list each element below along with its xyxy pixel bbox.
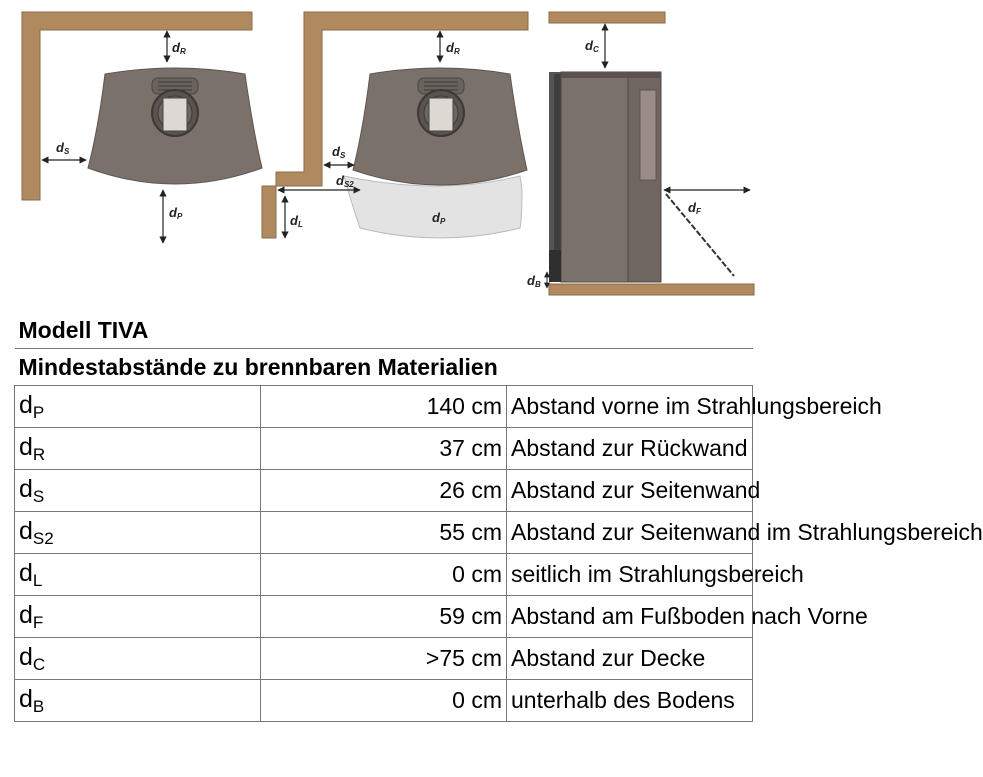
row-description: Abstand zur Seitenwand im Strahlungsbereich — [507, 512, 753, 554]
row-value: 37 cm — [261, 428, 507, 470]
row-symbol: $d_B$ — [15, 680, 261, 722]
row-symbol: $d_P$ — [15, 386, 261, 428]
table-row — [15, 428, 753, 470]
row-value: 0 cm — [261, 554, 507, 596]
label-dB-3: dB — [527, 273, 541, 289]
label-dR-2: dR — [446, 40, 460, 56]
table-row — [15, 680, 753, 722]
label-dP-2: dP — [432, 210, 446, 226]
row-value: 0 cm — [261, 680, 507, 722]
table-row — [15, 596, 753, 638]
side-view — [527, 12, 754, 295]
label-dL-2: dL — [290, 213, 303, 229]
label-dS2-2: dS2 — [336, 173, 354, 189]
row-symbol: $d_F$ — [15, 596, 261, 638]
row-value: 55 cm — [261, 512, 507, 554]
table-row — [15, 554, 753, 596]
row-symbol: $d_L$ — [15, 554, 261, 596]
table-row — [15, 386, 753, 428]
row-symbol: $d_R$ — [15, 428, 261, 470]
row-value: >75 cm — [261, 638, 507, 680]
clearance-table — [14, 312, 983, 722]
label-dS-2: dS — [332, 144, 346, 160]
table-title: Modell TIVA — [15, 312, 753, 349]
stove-side — [549, 72, 661, 282]
row-symbol: $d_C$ — [15, 638, 261, 680]
row-symbol: $d_{S2}$ — [15, 512, 261, 554]
label-dP-1: dP — [169, 205, 183, 221]
flue-outlet-1 — [152, 78, 198, 136]
label-dR-1: dR — [172, 40, 186, 56]
ceiling-beam — [549, 12, 665, 23]
row-description: Abstand zur Seitenwand — [507, 470, 753, 512]
label-dS-1: dS — [56, 140, 70, 156]
label-dF-3: dF — [688, 200, 701, 216]
floor-beam — [549, 284, 754, 295]
row-value: 26 cm — [261, 470, 507, 512]
clearance-diagram — [0, 0, 768, 300]
row-description: Abstand am Fußboden nach Vorne — [507, 596, 753, 638]
table-subtitle: Mindestabstände zu brennbaren Materialien — [15, 349, 753, 386]
top-view-radiation — [262, 12, 528, 238]
row-description: seitlich im Strahlungsbereich — [507, 554, 753, 596]
top-view-corner — [22, 12, 262, 243]
table-row — [15, 512, 753, 554]
table-row — [15, 470, 753, 512]
table-title-row — [15, 312, 753, 349]
flue-outlet-2 — [418, 78, 464, 136]
row-description: Abstand zur Decke — [507, 638, 753, 680]
row-value: 59 cm — [261, 596, 507, 638]
table-row — [15, 638, 753, 680]
row-description: Abstand vorne im Strahlungsbereich — [507, 386, 753, 428]
row-description: unterhalb des Bodens — [507, 680, 753, 722]
row-symbol: $d_S$ — [15, 470, 261, 512]
label-dC-3: dC — [585, 38, 599, 54]
row-value: 140 cm — [261, 386, 507, 428]
table-subtitle-row — [15, 349, 753, 386]
row-description: Abstand zur Rückwand — [507, 428, 753, 470]
